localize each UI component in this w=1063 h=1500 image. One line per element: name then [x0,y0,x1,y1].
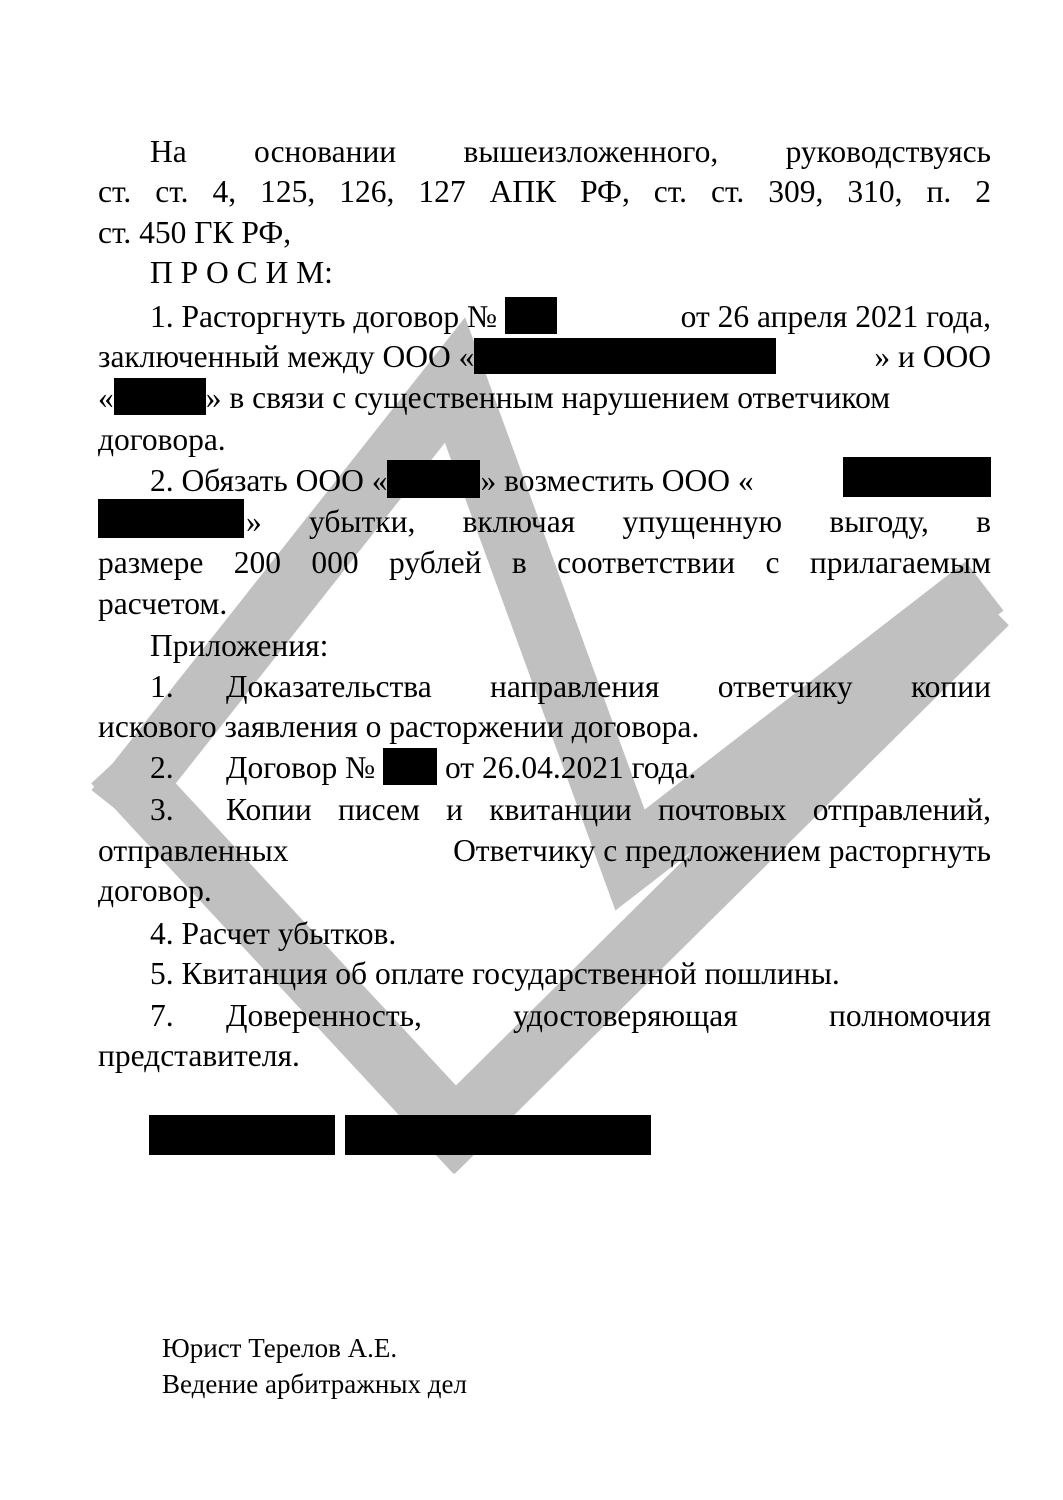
redacted-signature-name [149,1115,335,1155]
redacted-company-name [474,338,776,374]
attachment-1-line-2: искового заявления о расторжении договора. [98,709,700,744]
item-1-text-f: » в связи с существенным нарушением ответчиком [205,380,891,415]
item-1-text-c: заключенный между ООО « [98,339,475,374]
attachment-3-text: Копии писем и квитанции почтовых отправлений, [226,792,991,827]
item-2-text-a: 2. Обязать ООО « [150,463,388,498]
intro-line-2: ст. ст. 4, 125, 126, 127 АПК РФ, ст. ст. 309, 310, п. 2 [98,174,991,209]
item-1-text-e: « [98,380,114,415]
attachment-3-line-3: договор. [98,873,212,908]
attachment-3-line-1 [150,790,991,830]
item-1-line-1 [150,297,991,337]
attachment-7-line-2: представителя. [98,1038,300,1073]
item-1-line-2 [98,337,991,377]
attachments-heading: Приложения: [150,628,329,663]
attachment-2-number: 2. [150,750,174,785]
redacted-company-name [387,460,480,498]
attachment-1-number: 1. [150,669,174,704]
attachment-3-number: 3. [150,792,174,827]
attachment-1-text: Доказательства направления ответчику копии [226,669,991,704]
attachment-5: 5. Квитанция об оплате государственной пошлины. [150,956,840,991]
attachment-1-line-1 [150,667,991,707]
redacted-signature-name [345,1115,651,1155]
footer-author: Юрист Терелов А.Е. [162,1333,398,1363]
item-1-line-3 [98,378,991,418]
prosim-heading: П Р О С И М: [150,255,333,290]
attachment-2-text-a: Договор № [226,750,376,785]
intro-line-1: На основании вышеизложенного, руководствуясь [150,134,991,169]
footer-subtitle: Ведение арбитражных дел [162,1369,467,1399]
attachment-3-text-b: Ответчику с предложением расторгнуть [453,833,991,868]
attachment-3-line-2 [98,831,991,871]
attachment-7-text: Доверенность, удостоверяющая полномочия [226,998,991,1033]
redacted-company-name [98,499,244,538]
intro-line-3: ст. 450 ГК РФ, [98,215,292,250]
item-2-text-c: » убытки, включая упущенную выгоду, в [246,504,991,539]
attachment-3-text-a: отправленных [98,833,289,868]
item-2-line-1 [150,460,991,501]
item-1-text-d: » и ООО [874,339,991,374]
item-2-line-4: расчетом. [98,586,228,621]
attachment-2 [150,748,991,788]
item-2-line-3: размере 200 000 рублей в соответствии с прилагаемым [98,545,991,580]
item-1-text-b: от 26 апреля 2021 года, [680,299,991,334]
item-1-line-4: договора. [98,422,226,457]
redacted-company-name [843,457,991,497]
item-2-text-b: » возместить ООО « [480,463,754,498]
redacted-contract-number [505,297,557,334]
attachment-7-line-1 [150,996,991,1036]
redacted-company-name [114,378,206,415]
redacted-contract-number [383,748,437,785]
item-1-text-a: 1. Расторгнуть договор № [150,299,498,334]
attachment-2-text-b: от 26.04.2021 года. [444,750,697,785]
attachment-7-number: 7. [150,998,174,1033]
attachment-4: 4. Расчет убытков. [150,916,397,951]
